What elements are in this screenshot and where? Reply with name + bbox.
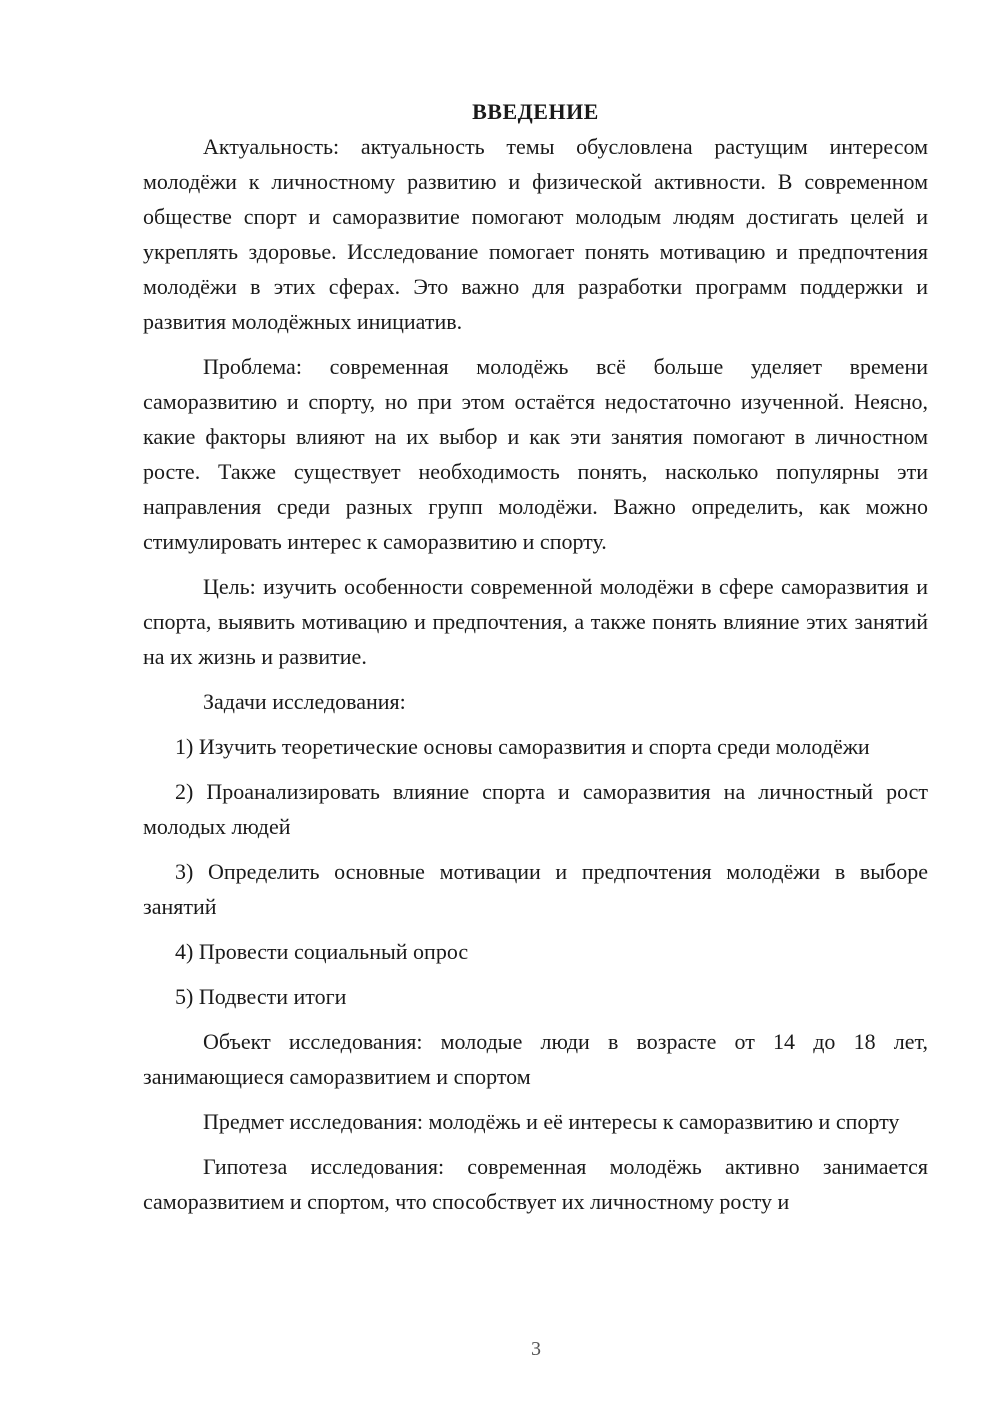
task-item: 2) Проанализировать влияние спорта и саморазвития на личностный рост молодых людей [143,779,928,839]
hypothesis-paragraph: Гипотеза исследования: современная молодёжь активно занимается саморазвитием и спортом, что способствует их личностному росту и [143,1154,928,1214]
subject-paragraph: Предмет исследования: молодёжь и её интересы к саморазвитию и спорту [203,1109,900,1134]
problem-paragraph: Проблема: современная молодёжь всё больше уделяет времени саморазвитию и спорту, но при этом остаётся недостаточно изученной. Неясно, какие факторы влияют на их выбор и как эти занятия помогают в личностном росте. Также существует необходимость понять, насколько популярны эти направления среди разных групп молодёжи. Важно определить, как можно стимулировать интерес к саморазвитию и спорту. [143,354,928,554]
task-item: 5) Подвести итоги [175,984,347,1009]
tasks-heading: Задачи исследования: [203,689,406,714]
section-title: ВВЕДЕНИЕ [472,99,599,124]
task-item: 3) Определить основные мотивации и предпочтения молодёжи в выборе занятий [143,859,928,919]
relevance-paragraph: Актуальность: актуальность темы обусловлена растущим интересом молодёжи к личностному развитию и физической активности. В современном обществе спорт и саморазвитие помогают молодым людям достигать целей и укреплять здоровье. Исследование помогает понять мотивацию и предпочтения молодёжи в этих сферах. Это важно для разработки программ поддержки и развития молодёжных инициатив. [143,134,928,334]
task-item: 1) Изучить теоретические основы саморазвития и спорта среди молодёжи [175,734,870,759]
tasks-list [143,729,928,1014]
object-paragraph: Объект исследования: молодые люди в возрасте от 14 до 18 лет, занимающиеся саморазвитием и спортом [143,1029,928,1089]
goal-paragraph: Цель: изучить особенности современной молодёжи в сфере саморазвития и спорта, выявить мотивацию и предпочтения, а также понять влияние этих занятий на их жизнь и развитие. [143,574,928,669]
page-number: 3 [531,1338,541,1360]
task-item: 4) Провести социальный опрос [175,939,469,964]
document-page [143,94,928,1229]
